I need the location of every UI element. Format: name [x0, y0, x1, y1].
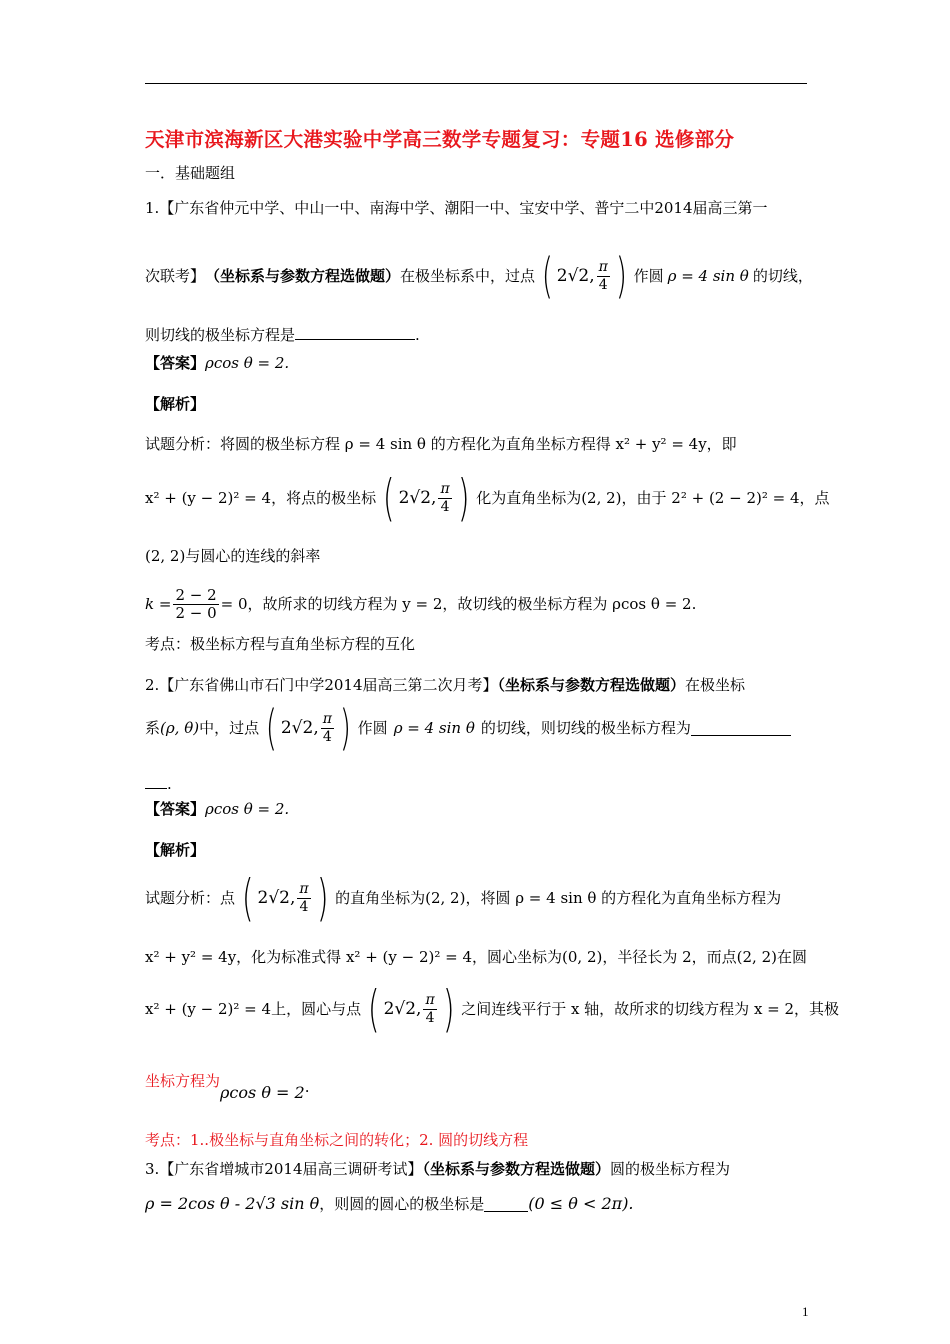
- polar-equation: ρcos θ = 2: [220, 1083, 305, 1102]
- answer-blank: [691, 721, 791, 736]
- circle-equation: ρ = 4 sin θ: [667, 267, 749, 285]
- point-coord: 2√2,: [398, 488, 437, 508]
- analysis-text: 试题分析：点: [145, 889, 236, 907]
- analysis-text: 的直角坐标为(2, 2)，将圆 ρ = 4 sin θ 的方程化为直角坐标方程为: [335, 889, 782, 907]
- analysis-text: x² + (y − 2)² = 4，将点的极坐标: [145, 489, 377, 507]
- q2-text: 中，过点: [199, 719, 260, 737]
- q1-source-end: 次联考】: [145, 267, 206, 285]
- point-coord: 2√2,: [383, 999, 422, 1019]
- q1-point: ( 2√2, $\frac{\pi}{4}$ ): [541, 248, 627, 304]
- frac-num: 2 − 2: [175, 585, 217, 604]
- q1-blank-prompt: 则切线的极坐标方程是: [145, 326, 296, 344]
- answer-blank-cont: [145, 774, 167, 789]
- slope-label: k =: [145, 595, 172, 613]
- q2-analysis-1: [145, 869, 782, 927]
- q1-period: .: [415, 326, 420, 344]
- q2-line3: [145, 773, 172, 795]
- q3-line2: [145, 1191, 634, 1217]
- frac-num: π: [598, 258, 608, 275]
- pi-over-4: [438, 481, 451, 516]
- q2-text: 作圆: [357, 719, 388, 737]
- frac-den: 4: [425, 1009, 435, 1026]
- q2-type: （坐标系与参数方程选做题）: [497, 676, 686, 694]
- q2-line1: [145, 674, 745, 696]
- answer-label: 【答案】: [145, 354, 206, 372]
- q2-answer: [145, 798, 289, 820]
- q1-line1: 1.【广东省仲元中学、中山一中、南海中学、潮阳一中、宝安中学、普宁二中2014届高三第一: [145, 199, 768, 217]
- q2-line2: [145, 700, 791, 756]
- slope-fraction: [173, 587, 218, 622]
- frac-num: π: [299, 880, 309, 897]
- polar-coord-system: (ρ, θ): [160, 719, 200, 737]
- q2-period: .: [167, 775, 172, 793]
- q1-analysis-4: [145, 582, 696, 626]
- q2-analysis-3: [145, 980, 840, 1038]
- frac-den: 4: [322, 728, 332, 745]
- point-coord: 2√2,: [556, 266, 595, 286]
- document-title: 天津市滨海新区大港实验中学高三数学专题复习：专题16 选修部分: [145, 128, 735, 151]
- answer-blank: [484, 1197, 528, 1212]
- q1-line2: [145, 248, 813, 304]
- point-coord: 2√2,: [280, 718, 319, 738]
- q1-analysis-3: (2, 2)与圆心的连线的斜率: [145, 547, 321, 565]
- q1-type: （坐标系与参数方程选做题）: [205, 267, 401, 285]
- circle-equation: ρ = 4 sin θ: [393, 719, 475, 737]
- answer-value: ρcos θ = 2.: [205, 800, 290, 818]
- analysis-text: 之间连线平行于 x 轴，故所求的切线方程为 x = 2，其极: [461, 1000, 840, 1018]
- q1-line3: [145, 324, 420, 346]
- frac-num: π: [322, 710, 332, 727]
- pi-over-4: [297, 881, 310, 916]
- page-number: 1: [802, 1304, 809, 1319]
- q2-analysis-2: x² + y² = 4y，化为标准式得 x² + (y − 2)² = 4，圆心坐标为(0, 2)，半径长为 2，而点(2, 2)在圆: [145, 948, 807, 966]
- q3-type: （坐标系与参数方程选做题）: [422, 1160, 611, 1178]
- answer-blank: [295, 325, 415, 340]
- q3-source: 3.【广东省增城市2014届高三调研考试】: [145, 1160, 423, 1178]
- polar-point: ( 2√2, $\frac{\pi}{4}$ ): [367, 980, 455, 1038]
- frac-den: 4: [299, 898, 309, 915]
- analysis-text: 化为直角坐标为(2, 2)，由于 2² + (2 − 2)² = 4，点: [476, 489, 830, 507]
- q2-period: .: [304, 1078, 310, 1096]
- frac-num: π: [425, 991, 435, 1008]
- q3-line1: [145, 1158, 730, 1180]
- frac-num: π: [440, 480, 450, 497]
- q1-kaodian: 考点：极坐标方程与直角坐标方程的互化: [145, 635, 416, 653]
- point-coord: 2√2,: [257, 888, 296, 908]
- polar-point: ( 2√2, $\frac{\pi}{4}$ ): [382, 469, 470, 527]
- frac-den: 2 − 0: [175, 603, 217, 622]
- frac-den: 4: [598, 276, 608, 293]
- theta-range: (0 ≤ θ < 2π).: [528, 1194, 634, 1213]
- frac-den: 4: [440, 498, 450, 515]
- q1-answer: [145, 352, 289, 374]
- analysis-text-red: 坐标方程为: [145, 1072, 221, 1090]
- answer-value: ρcos θ = 2.: [205, 354, 290, 372]
- q2-text: 在极坐标: [685, 676, 746, 694]
- q2-point: ( 2√2, $\frac{\pi}{4}$ ): [265, 700, 351, 756]
- q3-text: ，则圆的圆心的极坐标是: [319, 1195, 485, 1213]
- section-heading: 一．基础题组: [145, 164, 236, 182]
- q2-text: 的切线，则切线的极坐标方程为: [480, 719, 691, 737]
- q2-analysis-label: 【解析】: [145, 841, 206, 859]
- q3-text: 圆的极坐标方程为: [610, 1160, 731, 1178]
- header-rule: [145, 83, 807, 84]
- q2-source: 2.【广东省佛山市石门中学2014届高三第二次月考】: [145, 676, 498, 694]
- pi-over-4: [597, 259, 610, 294]
- analysis-text: x² + (y − 2)² = 4上，圆心与点: [145, 1000, 362, 1018]
- answer-label: 【答案】: [145, 800, 206, 818]
- q1-analysis-1: 试题分析：将圆的极坐标方程 ρ = 4 sin θ 的方程化为直角坐标方程得 x² + y² = 4y，即: [145, 435, 737, 453]
- q1-text: 在极坐标系中，过点: [400, 267, 536, 285]
- q2-analysis-4: [145, 1068, 309, 1108]
- q2-text: 系: [145, 719, 161, 737]
- analysis-text: = 0，故所求的切线方程为 y = 2，故切线的极坐标方程为 ρcos θ = 2.: [220, 595, 697, 613]
- pi-over-4: [321, 711, 334, 746]
- pi-over-4: [423, 992, 436, 1027]
- q2-kaodian: 考点：1..极坐标与直角坐标之间的转化；2. 圆的切线方程: [145, 1131, 529, 1149]
- polar-point: ( 2√2, $\frac{\pi}{4}$ ): [241, 869, 329, 927]
- q1-analysis-2: [145, 469, 830, 527]
- q1-text3: 的切线，: [752, 267, 813, 285]
- q1-text2: 作圆: [633, 267, 664, 285]
- q1-analysis-label: 【解析】: [145, 395, 206, 413]
- circle-polar-equation: ρ = 2cos θ - 2√3 sin θ: [145, 1194, 320, 1213]
